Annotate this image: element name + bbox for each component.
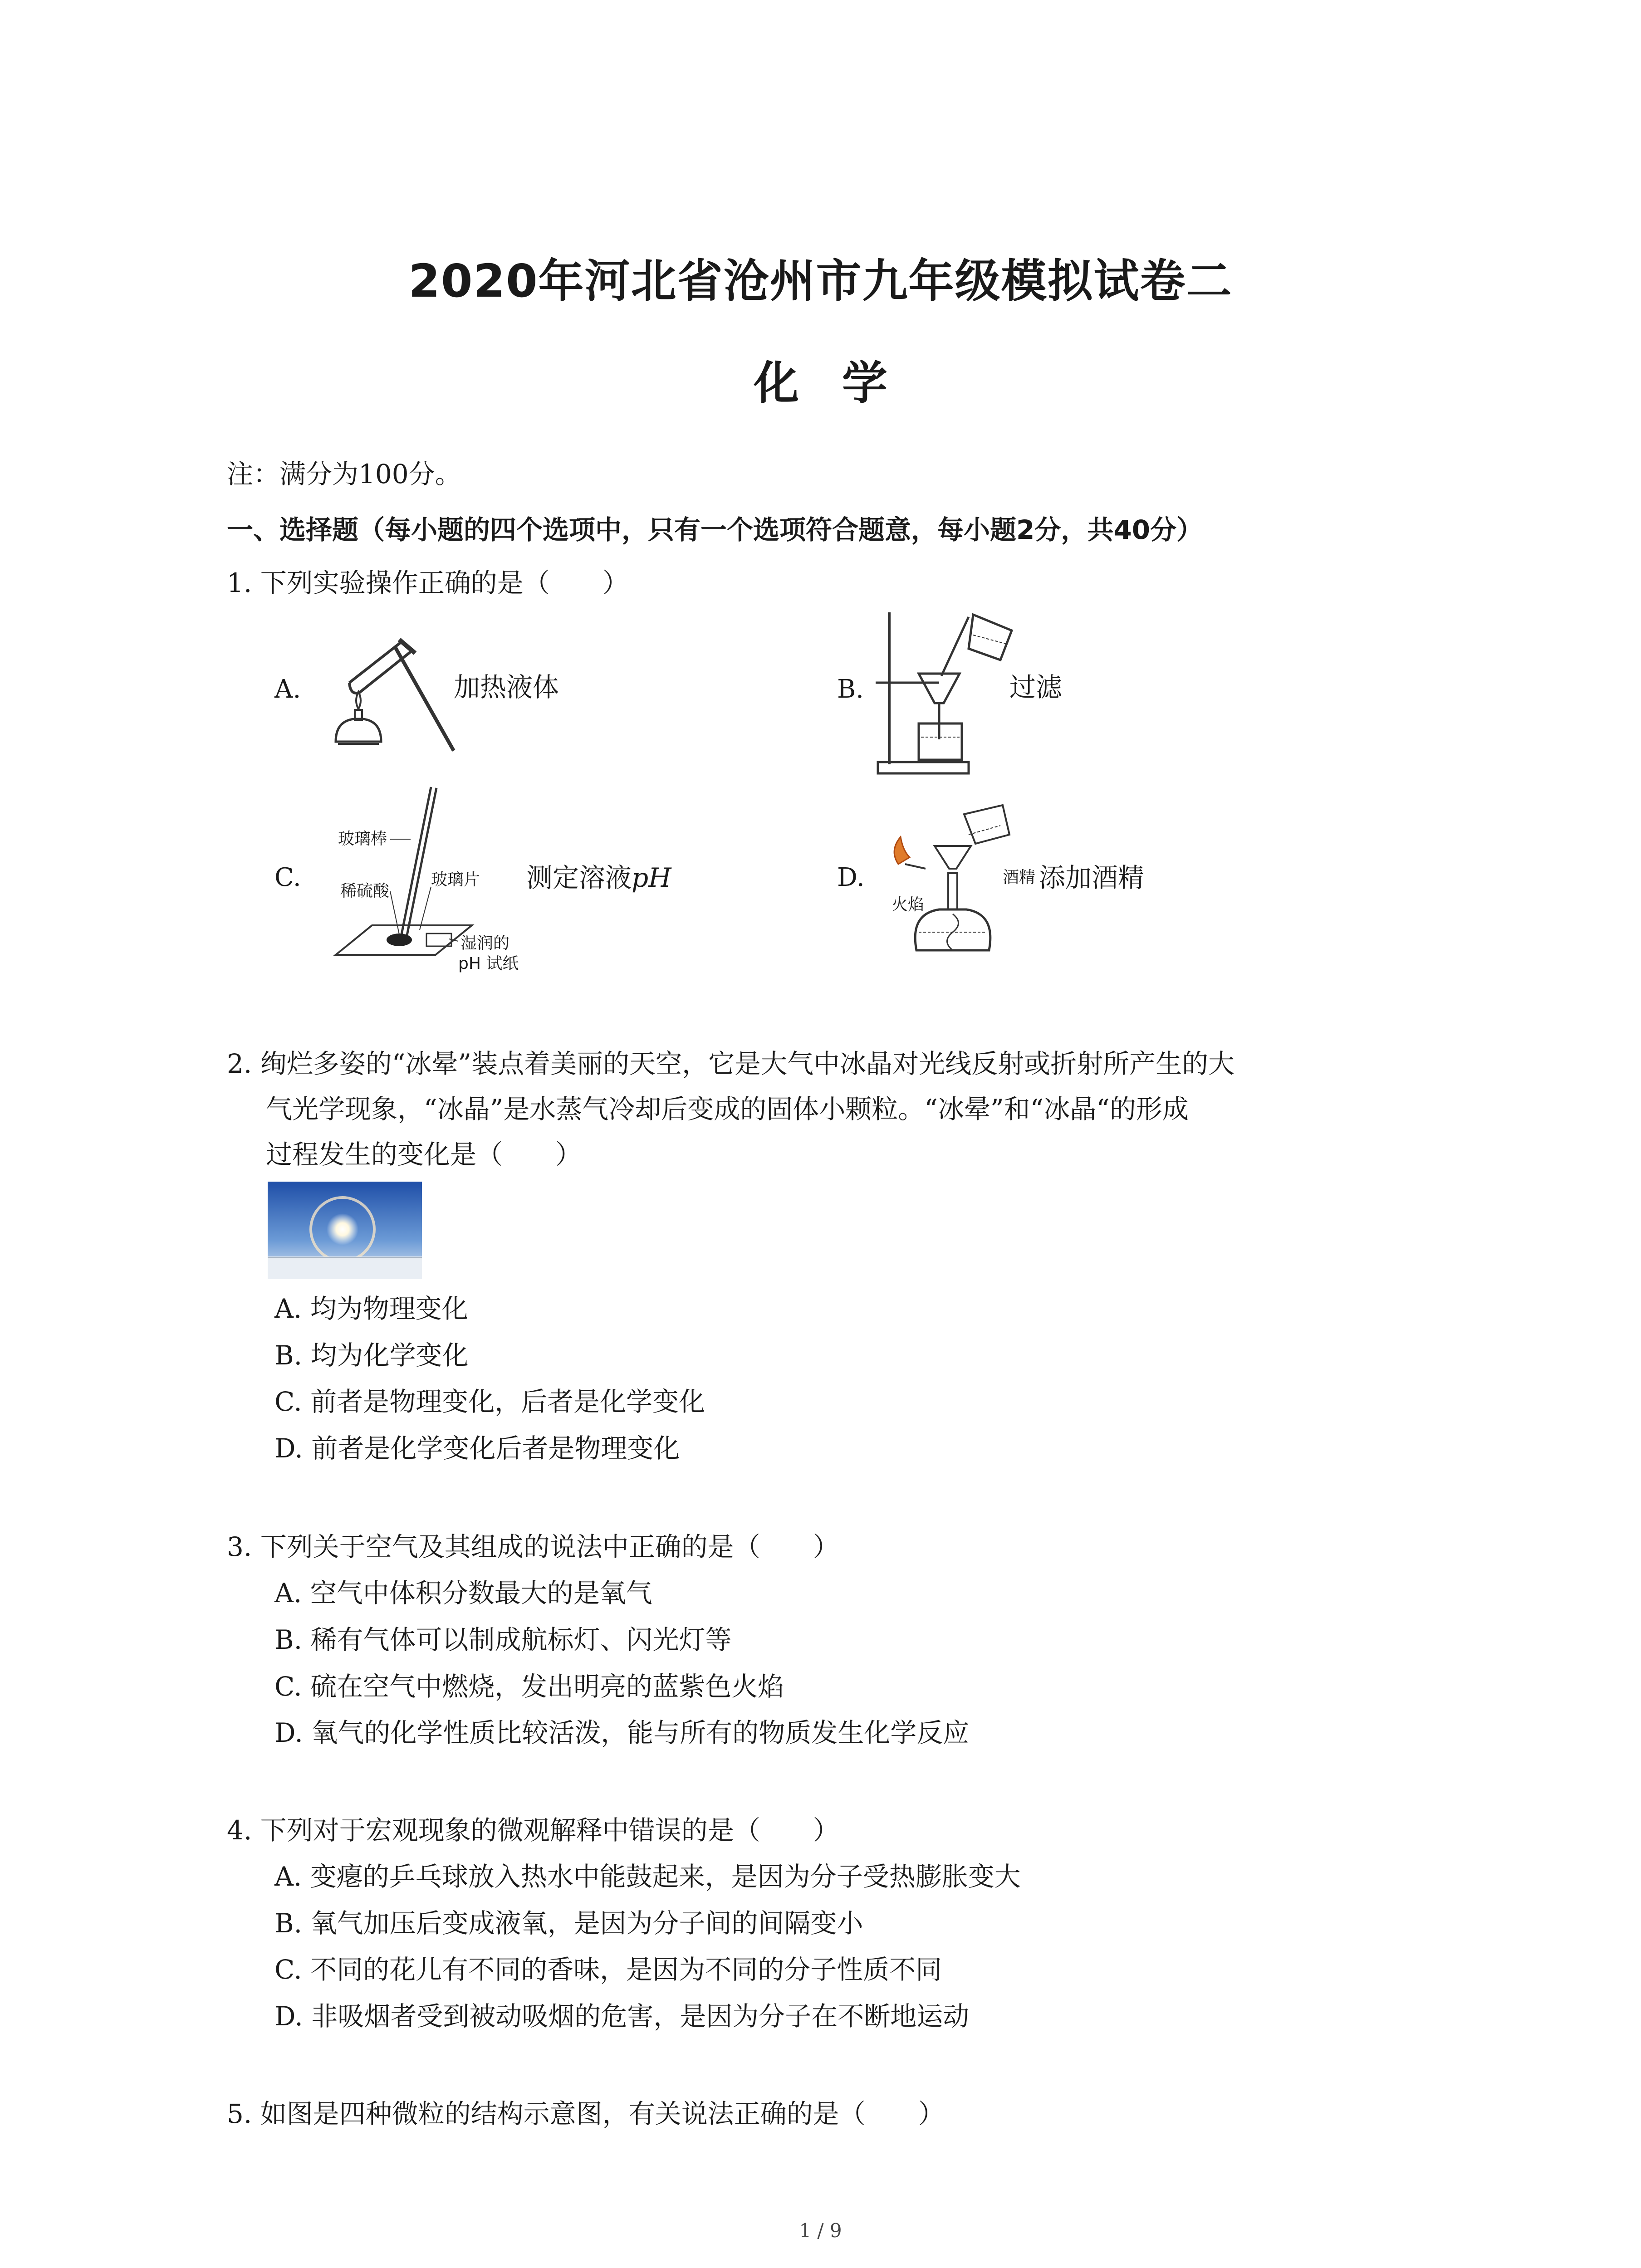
alcohol-label: 酒精	[1003, 868, 1036, 887]
q4-option-c: C. 不同的花儿有不同的香味，是因为不同的分子性质不同	[274, 1954, 942, 1985]
wet-paper-label-1: 湿润的	[460, 934, 510, 953]
q4-option-b: B. 氧气加压后变成液氧，是因为分子间的间隔变小	[274, 1908, 863, 1939]
glass-rod-label: 玻璃棒	[338, 830, 387, 848]
q1-option-b-letter: B.	[837, 675, 864, 704]
q2-stem-line-3: 过程发生的变化是（ ）	[266, 1139, 582, 1170]
q1-option-a-letter: A.	[274, 675, 301, 704]
q4-option-d: D. 非吸烟者受到被动吸烟的危害，是因为分子在不断地运动	[274, 2001, 970, 2032]
q2-option-b: B. 均为化学变化	[274, 1340, 469, 1371]
filtration-figure	[876, 608, 1025, 780]
section-heading: 一、选择题（每小题的四个选项中，只有一个选项符合题意，每小题2分，共40分）	[227, 514, 1203, 545]
wet-paper-label-2: pH 试纸	[458, 954, 519, 973]
q3-option-a: A. 空气中体积分数最大的是氧气	[274, 1578, 652, 1608]
q4-stem: 4. 下列对于宏观现象的微观解释中错误的是（ ）	[227, 1815, 839, 1846]
q1-option-d-caption: 添加酒精	[1039, 862, 1145, 893]
heating-liquid-figure	[318, 628, 463, 764]
dilute-acid-label: 稀硫酸	[340, 882, 390, 900]
q3-stem: 3. 下列关于空气及其组成的说法中正确的是（ ）	[227, 1531, 839, 1562]
score-note: 注：满分为100分。	[227, 459, 461, 489]
q4-option-a: A. 变瘪的乒乓球放入热水中能鼓起来，是因为分子受热膨胀变大	[274, 1861, 1021, 1892]
q3-option-c: C. 硫在空气中燃烧，发出明亮的蓝紫色火焰	[274, 1671, 784, 1702]
q2-stem-line-2: 气光学现象，“冰晶”是水蒸气冷却后变成的固体小颗粒。“冰晕”和“冰晶“的形成	[266, 1094, 1189, 1124]
q2-option-a: A. 均为物理变化	[274, 1293, 468, 1324]
q2-option-d: D. 前者是化学变化后者是物理变化	[274, 1433, 680, 1464]
q1-option-c-letter: C.	[274, 863, 301, 892]
q1-option-b-caption: 过滤	[1009, 672, 1063, 703]
q3-option-b: B. 稀有气体可以制成航标灯、闪光灯等	[274, 1624, 732, 1655]
q1-option-a-caption: 加热液体	[454, 672, 559, 703]
q1-option-d-letter: D.	[837, 863, 865, 892]
subject-title: 化 学	[754, 357, 887, 410]
q3-option-d: D. 氧气的化学性质比较活泼，能与所有的物质发生化学反应	[274, 1717, 970, 1748]
ice-halo-photo	[268, 1182, 422, 1279]
q1-stem: 1. 下列实验操作正确的是（ ）	[227, 567, 629, 598]
q1-option-c-caption: 测定溶液pH	[526, 862, 671, 893]
q2-stem-line-1: 2. 绚烂多姿的“冰晕”装点着美丽的天空，它是大气中冰晶对光线反射或折射所产生的大	[227, 1048, 1235, 1079]
glass-plate-label: 玻璃片	[431, 870, 480, 889]
q2-option-c: C. 前者是物理变化，后者是化学变化	[274, 1386, 705, 1417]
page-title: 2020年河北省沧州市九年级模拟试卷二	[408, 254, 1233, 308]
q5-stem: 5. 如图是四种微粒的结构示意图，有关说法正确的是（ ）	[227, 2098, 945, 2129]
flame-label: 火焰	[892, 895, 925, 914]
page-number: 1 / 9	[799, 2219, 842, 2242]
